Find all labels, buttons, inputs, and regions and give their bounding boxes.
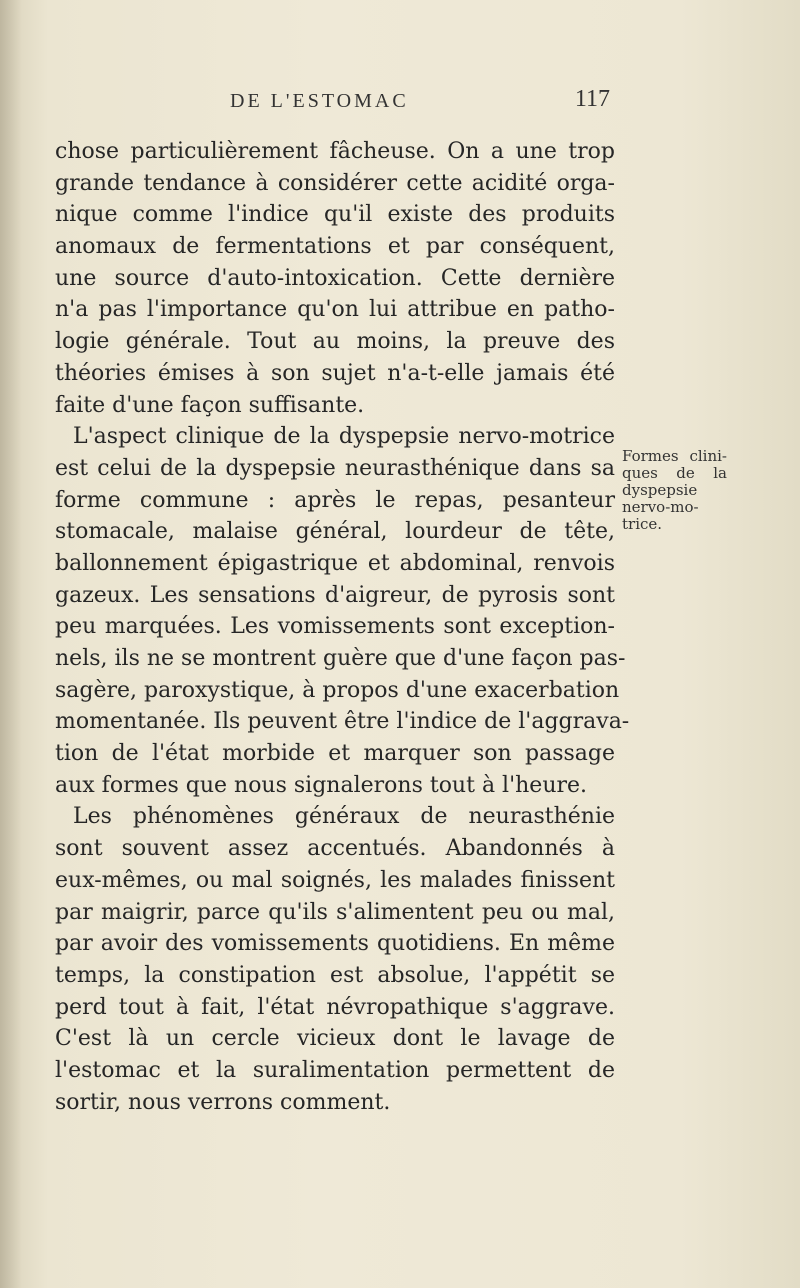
margin-note-line: ques de la	[622, 464, 727, 482]
text-line: est celui de la dyspepsie neurasthénique dans sa	[55, 455, 615, 481]
text-line: tion de l'état morbide et marquer son passage	[55, 741, 615, 767]
text-line: théories émises à son sujet n'a-t-elle jamais été	[55, 360, 615, 386]
page-header	[230, 86, 610, 116]
margin-note-line: Formes clini-	[622, 447, 727, 465]
text-line: forme commune : après le repas, pesanteur	[55, 487, 615, 513]
text-line: n'a pas l'importance qu'on lui attribue en patho-	[55, 297, 615, 323]
text-line: momentanée. Ils peuvent être l'indice de l'aggrava-	[55, 709, 630, 735]
text-line: par maigrir, parce qu'ils s'alimentent peu ou mal,	[55, 899, 615, 925]
paragraph-start-line: Les phénomènes généraux de neurasthénie	[73, 804, 615, 830]
text-line: peu marquées. Les vomissements sont exception-	[55, 614, 615, 640]
text-line: par avoir des vomissements quotidiens. En même	[55, 931, 615, 957]
margin-note-line: trice.	[622, 515, 663, 533]
text-line: temps, la constipation est absolue, l'appétit se	[55, 962, 615, 988]
text-line: faite d'une façon suffisante.	[55, 392, 365, 418]
page-number: 117	[574, 86, 610, 112]
text-line: sont souvent assez accentués. Abandonnés à	[55, 836, 615, 862]
text-line: l'estomac et la suralimentation permettent de	[55, 1057, 615, 1083]
running-title: DE L'ESTOMAC	[230, 90, 409, 112]
margin-note-line: nervo-mo-	[622, 498, 699, 516]
text-line: ballonnement épigastrique et abdominal, renvois	[55, 550, 615, 576]
text-line: stomacale, malaise général, lourdeur de tête,	[55, 519, 615, 545]
text-line: sortir, nous verrons comment.	[55, 1089, 391, 1115]
text-line: nique comme l'indice qu'il existe des produits	[55, 202, 615, 228]
text-line: chose particulièrement fâcheuse. On a une trop	[55, 139, 615, 164]
text-line: eux-mêmes, ou mal soignés, les malades finissent	[55, 867, 615, 893]
text-line: une source d'auto-intoxication. Cette dernière	[55, 265, 615, 291]
text-line: sagère, paroxystique, à propos d'une exacerbation	[55, 677, 620, 703]
text-line: nels, ils ne se montrent guère que d'une façon pas-	[55, 646, 626, 671]
text-line: aux formes que nous signalerons tout à l'heure.	[55, 772, 588, 798]
text-line: logie générale. Tout au moins, la preuve des	[55, 329, 615, 355]
text-line: gazeux. Les sensations d'aigreur, de pyrosis sont	[55, 582, 615, 608]
text-line: anomaux de fermentations et par conséquent,	[55, 234, 615, 260]
margin-note	[622, 448, 727, 533]
margin-note-line: dyspepsie	[622, 481, 698, 499]
paragraph-start-line: L'aspect clinique de la dyspepsie nervo-motrice	[73, 424, 615, 450]
body-text	[55, 136, 630, 1118]
page-gutter-shadow	[0, 0, 22, 1288]
text-line: perd tout à fait, l'état névropathique s'aggrave.	[55, 994, 615, 1020]
text-line: C'est là un cercle vicieux dont le lavage de	[55, 1026, 615, 1052]
text-line: grande tendance à considérer cette acidité orga-	[55, 170, 615, 196]
